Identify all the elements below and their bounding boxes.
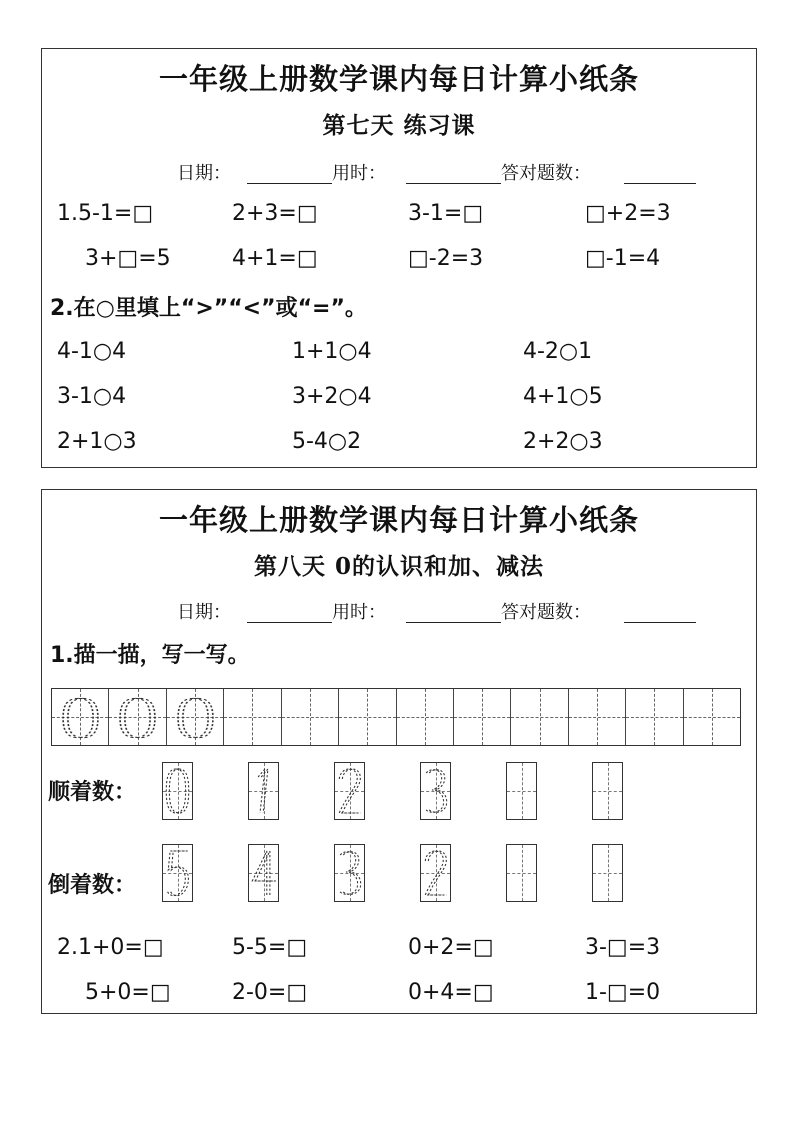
equation[interactable]: □-2=3 — [408, 246, 484, 271]
equation[interactable]: 1.5-1=□ — [57, 201, 154, 226]
dotted-digit-0-icon — [173, 693, 218, 743]
equation[interactable]: 5-5=□ — [232, 935, 308, 960]
equation[interactable]: 2.1+0=□ — [57, 935, 164, 960]
dotted-digit-3-icon — [335, 845, 364, 901]
comparison-item[interactable]: 1+1○4 — [292, 339, 372, 364]
equation[interactable]: 2-0=□ — [232, 980, 308, 1005]
comparison-item[interactable]: 5-4○2 — [292, 429, 362, 454]
trace-cell-empty[interactable] — [454, 689, 511, 745]
trace-cell-empty[interactable] — [397, 689, 454, 745]
trace-cell-dotted-digit[interactable] — [52, 689, 109, 745]
day8-worksheet-card — [41, 489, 757, 1014]
time-blank[interactable] — [406, 622, 501, 623]
count-up-label: 顺着数： — [48, 780, 137, 805]
time-blank[interactable] — [406, 183, 501, 184]
equation[interactable]: 0+2=□ — [408, 935, 494, 960]
trace-cell-empty[interactable] — [511, 689, 568, 745]
correct-count-blank[interactable] — [624, 622, 696, 623]
trace-cell-empty[interactable] — [224, 689, 281, 745]
dotted-digit-0-icon — [58, 693, 103, 743]
equation[interactable]: 1-□=0 — [585, 980, 661, 1005]
dotted-digit-2-icon — [421, 845, 450, 901]
comparison-item[interactable]: 2+2○3 — [523, 429, 603, 454]
section1-instruction: 1.描一描，写一写。 — [50, 643, 250, 668]
trace-cell-empty[interactable] — [626, 689, 683, 745]
count-down-box-dotted-4[interactable] — [248, 844, 279, 902]
equation[interactable]: □-1=4 — [585, 246, 661, 271]
correct-count-label: 答对题数： — [501, 602, 591, 623]
equation[interactable]: 0+4=□ — [408, 980, 494, 1005]
count-down-box-empty[interactable] — [592, 844, 623, 902]
count-up-box-empty[interactable] — [592, 762, 623, 820]
comparison-item[interactable]: 3+2○4 — [292, 384, 372, 409]
trace-cell-dotted-digit[interactable] — [167, 689, 224, 745]
time-label: 用时： — [332, 163, 386, 184]
count-down-box-empty[interactable] — [506, 844, 537, 902]
count-down-label: 倒着数： — [48, 873, 137, 898]
correct-count-label: 答对题数： — [501, 163, 591, 184]
count-down-box-dotted-5[interactable] — [162, 844, 193, 902]
comparison-item[interactable]: 4-1○4 — [57, 339, 127, 364]
count-up-box-dotted-2[interactable] — [334, 762, 365, 820]
day7-title: 一年级上册数学课内每日计算小纸条 — [158, 62, 639, 96]
count-down-box-dotted-2[interactable] — [420, 844, 451, 902]
equation[interactable]: □+2=3 — [585, 201, 671, 226]
dotted-digit-2-icon — [335, 763, 364, 819]
trace-cell-dotted-digit[interactable] — [109, 689, 166, 745]
date-label: 日期： — [177, 602, 231, 623]
tracing-grid[interactable] — [51, 688, 741, 746]
date-blank[interactable] — [247, 183, 332, 184]
equation[interactable]: 5+0=□ — [85, 980, 171, 1005]
equation[interactable]: 4+1=□ — [232, 246, 318, 271]
dotted-digit-0-icon — [163, 763, 192, 819]
trace-cell-empty[interactable] — [339, 689, 396, 745]
dotted-digit-5-icon — [163, 845, 192, 901]
count-up-box-dotted-0[interactable] — [162, 762, 193, 820]
comparison-item[interactable]: 3-1○4 — [57, 384, 127, 409]
dotted-digit-1-icon — [249, 763, 278, 819]
count-up-box-dotted-1[interactable] — [248, 762, 279, 820]
equation[interactable]: 3-1=□ — [408, 201, 484, 226]
comparison-item[interactable]: 4-2○1 — [523, 339, 593, 364]
trace-cell-empty[interactable] — [684, 689, 740, 745]
count-up-box-dotted-3[interactable] — [420, 762, 451, 820]
dotted-digit-0-icon — [115, 693, 160, 743]
date-blank[interactable] — [247, 622, 332, 623]
dotted-digit-4-icon — [249, 845, 278, 901]
equation[interactable]: 2+3=□ — [232, 201, 318, 226]
day7-subtitle: 第七天 练习课 — [322, 112, 476, 139]
section2-instruction: 2.在○里填上“>”“<”或“=”。 — [50, 296, 367, 321]
day8-subtitle: 第八天 0的认识和加、减法 — [253, 553, 544, 580]
time-label: 用时： — [332, 602, 386, 623]
day7-worksheet-card — [41, 48, 757, 468]
trace-cell-empty[interactable] — [282, 689, 339, 745]
count-up-box-empty[interactable] — [506, 762, 537, 820]
trace-cell-empty[interactable] — [569, 689, 626, 745]
equation[interactable]: 3+□=5 — [85, 246, 171, 271]
comparison-item[interactable]: 4+1○5 — [523, 384, 603, 409]
comparison-item[interactable]: 2+1○3 — [57, 429, 137, 454]
dotted-digit-3-icon — [421, 763, 450, 819]
equation[interactable]: 3-□=3 — [585, 935, 661, 960]
day8-title: 一年级上册数学课内每日计算小纸条 — [158, 503, 639, 537]
count-down-box-dotted-3[interactable] — [334, 844, 365, 902]
date-label: 日期： — [177, 163, 231, 184]
correct-count-blank[interactable] — [624, 183, 696, 184]
